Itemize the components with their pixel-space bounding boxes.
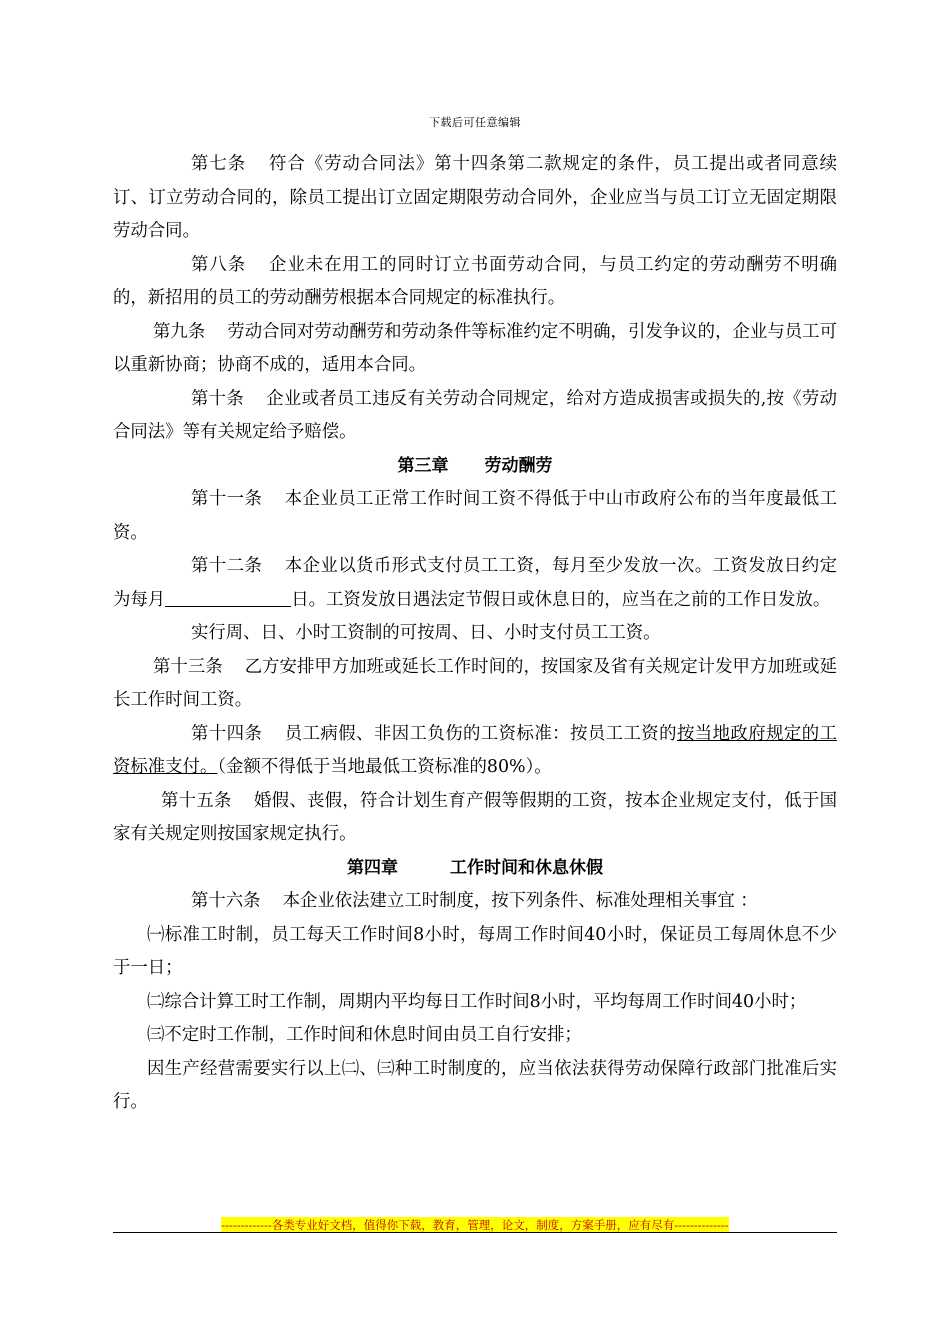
article-12	[113, 550, 837, 617]
footer-rule	[113, 1232, 837, 1233]
list-item-3: ㈢不定时工作制，工作时间和休息时间由员工自行安排；	[147, 1025, 582, 1045]
article-13	[113, 651, 837, 718]
article-13-text: 乙方安排甲方加班或延长工作时间的，按国家及省有关规定计发甲方加班或延长工作时间工资。	[113, 656, 837, 710]
article-7-text: 符合《劳动合同法》第十四条第二款规定的条件，员工提出或者同意续订、订立劳动合同的，除员工提出订立固定期限劳动合同外，企业应当与员工订立无固定期限劳动合同。	[113, 154, 837, 241]
article-12-text-b: 日。工资发放日遇法定节假日或休息日的，应当在之前的工作日发放。	[291, 589, 831, 610]
article-16-text: 本企业依法建立工时制度，按下列条件、标准处理相关事宜 ：	[282, 891, 758, 911]
article-9-text: 劳动合同对劳动酬劳和劳动条件等标准约定不明确，引发争议的，企业与员工可以重新协商；协商不成的，适用本合同。	[113, 321, 837, 375]
chapter-3-heading	[113, 450, 837, 484]
article-14-text-a: 员工病假、非因工负伤的工资标准：按员工工资的	[284, 723, 677, 744]
article-7	[113, 148, 837, 249]
article-11-text: 本企业员工正常工作时间工资不得低于中山市政府公布的当年度最低工资。	[113, 489, 837, 543]
article-11-number: 第十一条	[191, 489, 263, 509]
article-16	[113, 885, 837, 919]
article-14-underlined: 按当地政府规定的工资标准支付。	[113, 723, 837, 777]
list-item-1: ㈠标准工时制，员工每天工作时间8小时，每周工作时间40小时，保证员工每周休息不少于一日；	[113, 924, 837, 978]
article-9-number: 第九条	[153, 321, 206, 342]
footer-banner-text: -------------各类专业好文档，值得你下载，教育，管理，论文，制度，方案手册，应有尽有--------------	[221, 1218, 729, 1232]
chapter-4-heading	[113, 852, 837, 886]
article-10	[113, 383, 837, 450]
list-note: 因生产经营需要实行以上㈡、㈢种工时制度的，应当依法获得劳动保障行政部门批准后实行。	[113, 1058, 837, 1112]
article-12-text-a: 本企业以货币形式支付员工工资，每月至少发放一次。工资发放日约定为每月	[113, 556, 837, 610]
chapter-3-title: 劳动酬劳	[484, 455, 553, 476]
pay-day-blank	[165, 584, 291, 607]
article-10-number: 第十条	[191, 388, 244, 409]
article-10-text: 企业或者员工违反有关劳动合同规定，给对方造成损害或损失的,按《劳动合同法》等有关规定给予赔偿。	[113, 388, 837, 442]
article-7-number: 第七条	[191, 154, 247, 174]
article-15	[113, 785, 837, 852]
list-item-2: ㈡综合计算工时工作制，周期内平均每日工作时间8小时，平均每周工作时间40小时；	[147, 991, 807, 1012]
article-8	[113, 249, 837, 316]
footer-banner	[0, 1214, 950, 1233]
article-8-number: 第八条	[191, 254, 247, 275]
article-15-number: 第十五条	[161, 790, 232, 811]
hourly-wage-paragraph: 实行周、日、小时工资制的可按周、日、小时支付员工工资。	[191, 623, 661, 643]
chapter-4-title: 工作时间和休息休假	[450, 857, 603, 878]
article-14-number: 第十四条	[191, 723, 263, 744]
header-note: 下载后可任意编辑	[429, 116, 521, 129]
article-8-text: 企业未在用工的同时订立书面劳动合同，与员工约定的劳动酬劳不明确的，新招用的员工的劳动酬劳根据本合同规定的标准执行。	[113, 254, 837, 308]
article-14	[113, 718, 837, 785]
chapter-4-number: 第四章	[347, 857, 398, 878]
article-12-number: 第十二条	[191, 556, 263, 576]
article-13-number: 第十三条	[153, 656, 223, 677]
document-body	[113, 148, 837, 1120]
article-11	[113, 483, 837, 550]
article-9	[113, 316, 837, 383]
article-16-number: 第十六条	[191, 891, 261, 911]
chapter-3-number: 第三章	[397, 455, 449, 476]
article-14-text-b: （金额不得低于当地最低工资标准的80%）。	[217, 757, 552, 777]
article-15-text: 婚假、丧假，符合计划生育产假等假期的工资，按本企业规定支付，低于国家有关规定则按国家规定执行。	[113, 790, 837, 844]
